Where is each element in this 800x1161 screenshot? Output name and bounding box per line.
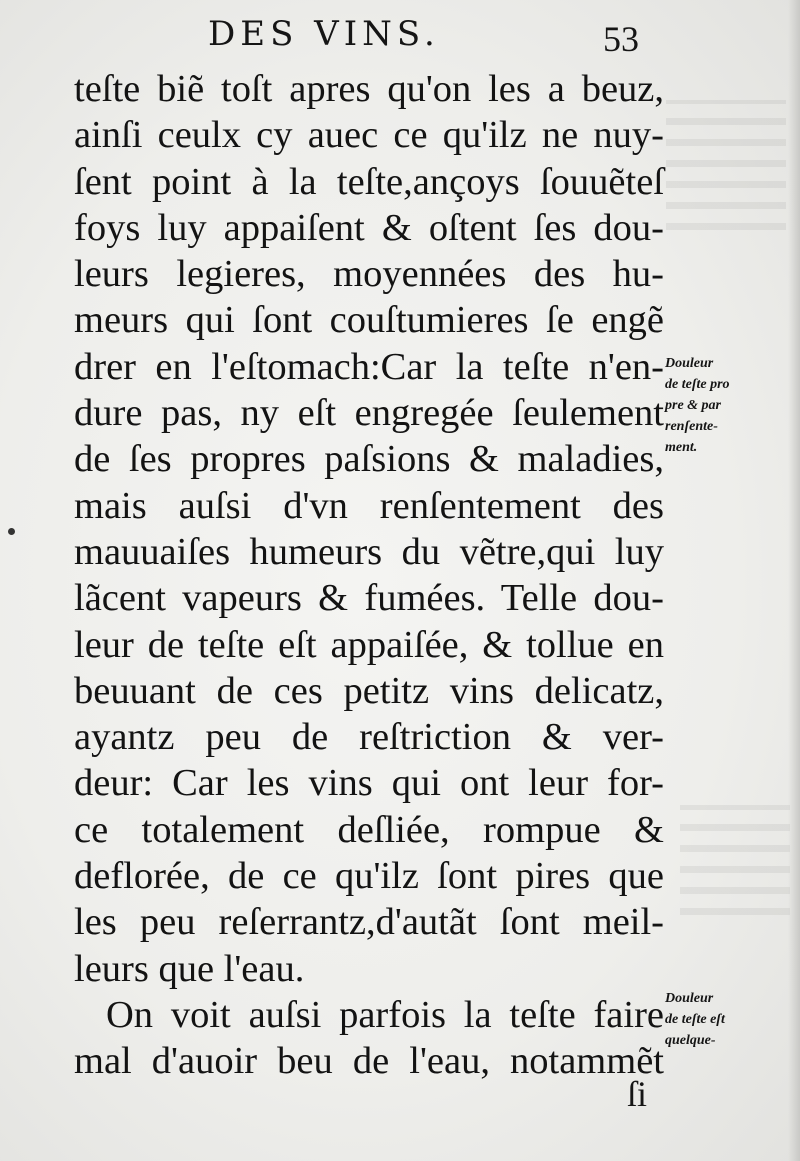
margin-note-line: ment. bbox=[665, 440, 698, 455]
text-line: foys luy appaiſent & oſtent ſes dou- bbox=[74, 206, 664, 249]
page-edge-shadow bbox=[788, 0, 800, 1161]
text-line: leurs que l'eau. bbox=[74, 947, 305, 990]
body-text bbox=[74, 66, 664, 1085]
text-line: ayantz peu de reſtriction & ver- bbox=[74, 716, 664, 759]
text-line: deur: Car les vins qui ont leur for- bbox=[74, 762, 664, 805]
text-line: mauuaiſes humeurs du vẽtre,qui luy bbox=[74, 530, 664, 573]
text-line: les peu reſerrantz,d'autãt ſont meil- bbox=[74, 901, 664, 944]
margin-note bbox=[665, 988, 725, 1051]
text-line: mal d'auoir beu de l'eau, notammẽt bbox=[74, 1040, 664, 1083]
running-head: DES VINS. bbox=[208, 14, 440, 54]
margin-note-line: Douleur bbox=[665, 356, 714, 371]
ink-speck bbox=[8, 528, 15, 535]
margin-note-line: Douleur bbox=[665, 991, 714, 1006]
show-through-text bbox=[680, 805, 790, 915]
text-line: On voit auſsi parfois la teſte faire bbox=[106, 993, 664, 1036]
text-line: ſent point à la teſte,ançoys ſouuẽteſ bbox=[74, 160, 664, 203]
page-number: 53 bbox=[603, 19, 639, 59]
margin-note bbox=[665, 353, 730, 458]
text-line: de ſes propres paſsions & maladies, bbox=[74, 438, 664, 481]
text-line: mais auſsi d'vn renſentement des bbox=[74, 484, 664, 527]
text-line: beuuant de ces petitz vins delicatz, bbox=[74, 669, 664, 712]
text-line: meurs qui ſont couſtumieres ſe engẽ bbox=[74, 299, 664, 342]
text-line: ainſi ceulx cy auec ce qu'ilz ne nuy- bbox=[74, 114, 664, 157]
show-through-text bbox=[666, 100, 786, 230]
text-line: lãcent vapeurs & fumées. Telle dou- bbox=[74, 577, 664, 620]
margin-note-line: pre & par bbox=[665, 398, 721, 413]
catchword: ſi bbox=[627, 1074, 648, 1114]
text-line: leur de teſte eſt appaiſée, & tollue en bbox=[74, 623, 664, 666]
margin-note-line: de teſte eſt bbox=[665, 1012, 725, 1027]
margin-note-line: renſente- bbox=[665, 419, 718, 434]
text-line: drer en l'eſtomach:Car la teſte n'en- bbox=[74, 345, 664, 388]
text-line: leurs legieres, moyennées des hu- bbox=[74, 253, 664, 296]
text-line: deflorée, de ce qu'ilz ſont pires que bbox=[74, 855, 664, 898]
text-line: dure pas, ny eſt engregée ſeulement bbox=[74, 392, 664, 435]
text-line: teſte biẽ toſt apres qu'on les a beuz, bbox=[74, 68, 664, 110]
margin-note-line: de teſte pro bbox=[665, 377, 730, 392]
text-line: ce totalement deſliée, rompue & bbox=[74, 808, 664, 851]
margin-note-line: quelque- bbox=[665, 1033, 716, 1048]
